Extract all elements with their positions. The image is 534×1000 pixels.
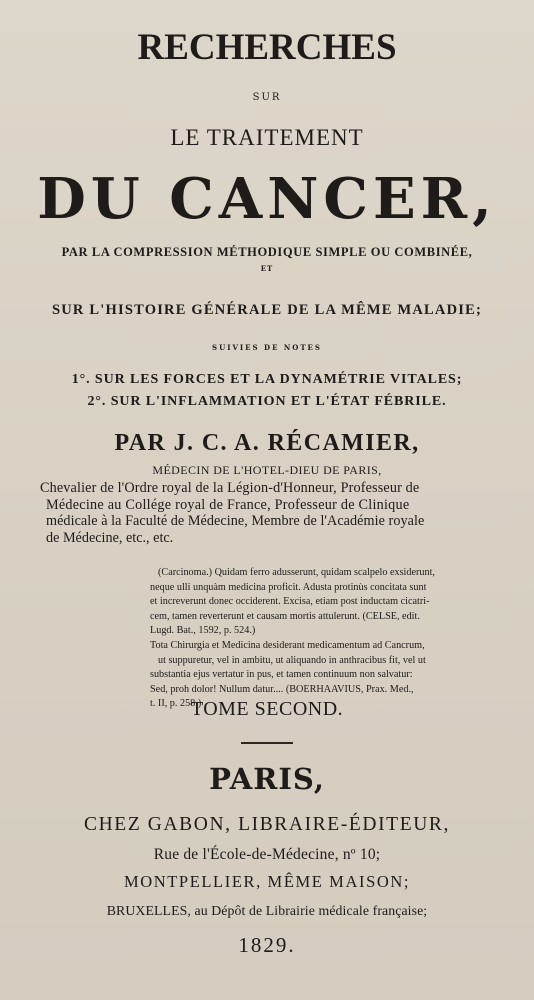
epigraph-line: Tota Chirurgia et Medicina desiderant medicamentum ad Cancrum, [150,639,425,651]
author-titles [40,480,508,546]
imprint-city: PARIS, [209,762,325,796]
author-titles-line: Chevalier de l'Ordre royal de la Légion-d'Honneur, Professeur de [40,480,420,496]
publisher-line: CHEZ GABON, LIBRAIRE-ÉDITEUR, [84,814,450,835]
epigraph-line: (Carcinoma.) Quidam ferro adusserunt, quidam scalpelo exsiderunt, [158,567,435,578]
author-titles-line: de Médecine, etc., etc. [46,529,174,546]
brussels-line: BRUXELLES, au Dépôt de Librairie médicale française; [106,903,428,918]
followed-by-label: SUIVIES DE NOTES [212,343,322,352]
book-subtitle: LE TRAITEMENT [170,125,364,150]
main-title: DU CANCER, [37,166,497,232]
publication-year: 1829. [238,933,296,957]
epigraph-line: neque ulli unquàm medicina proficit. Adusta protinùs concitata sunt [150,581,427,593]
note-item-1: 1°. SUR LES FORCES ET LA DYNAMÉTRIE VITALES; [71,372,463,387]
epigraph [150,566,505,712]
note-item-2: 2°. SUR L'INFLAMMATION ET L'ÉTAT FÉBRILE. [87,394,447,409]
epigraph-line: et increverunt donec occiderent. Excisa, etiam post inductam cicatri- [150,596,430,608]
montpellier-line: MONTPELLIER, MÊME MAISON; [123,872,411,891]
divider-rule [241,742,293,744]
sur-connector: SUR [252,92,282,103]
method-line: PAR LA COMPRESSION MÉTHODIQUE SIMPLE OU COMBINÉE, [61,245,473,259]
author-role: MÉDECIN DE L'HOTEL-DIEU DE PARIS, [152,463,382,477]
volume-label: TOME SECOND. [190,698,344,720]
epigraph-line: Lugd. Bat., 1592, p. 524.) [150,625,256,637]
book-title: RECHERCHES [137,27,397,68]
address-line: Rue de l'École-de-Médecine, nº 10; [153,846,381,863]
epigraph-line: t. II, p. 258.) [150,698,202,710]
epigraph-line: ut suppuretur, vel in ambitu, ut aliquando in anthracibus fit, vel ut [158,654,426,666]
epigraph-line: substantia ejus vertatur in pus, et tamen continuum non salvatur: [150,669,413,681]
et-connector: ET [260,264,274,273]
epigraph-line: cem, tamen reverterunt et causam mortis attulerunt. (CELSE, edit. [150,610,420,622]
history-line: SUR L'HISTOIRE GÉNÉRALE DE LA MÊME MALADIE; [51,302,482,318]
author-titles-line: Médecine au Collége royal de France, Professeur de Clinique [46,496,410,513]
epigraph-line: Sed, proh dolor! Nullum datur.... (BOERHAAVIUS, Prax. Med., [150,683,414,695]
author-titles-line: médicale à la Faculté de Médecine, Membre de l'Académie royale [46,513,425,529]
author-name: PAR J. C. A. RÉCAMIER, [114,430,420,456]
